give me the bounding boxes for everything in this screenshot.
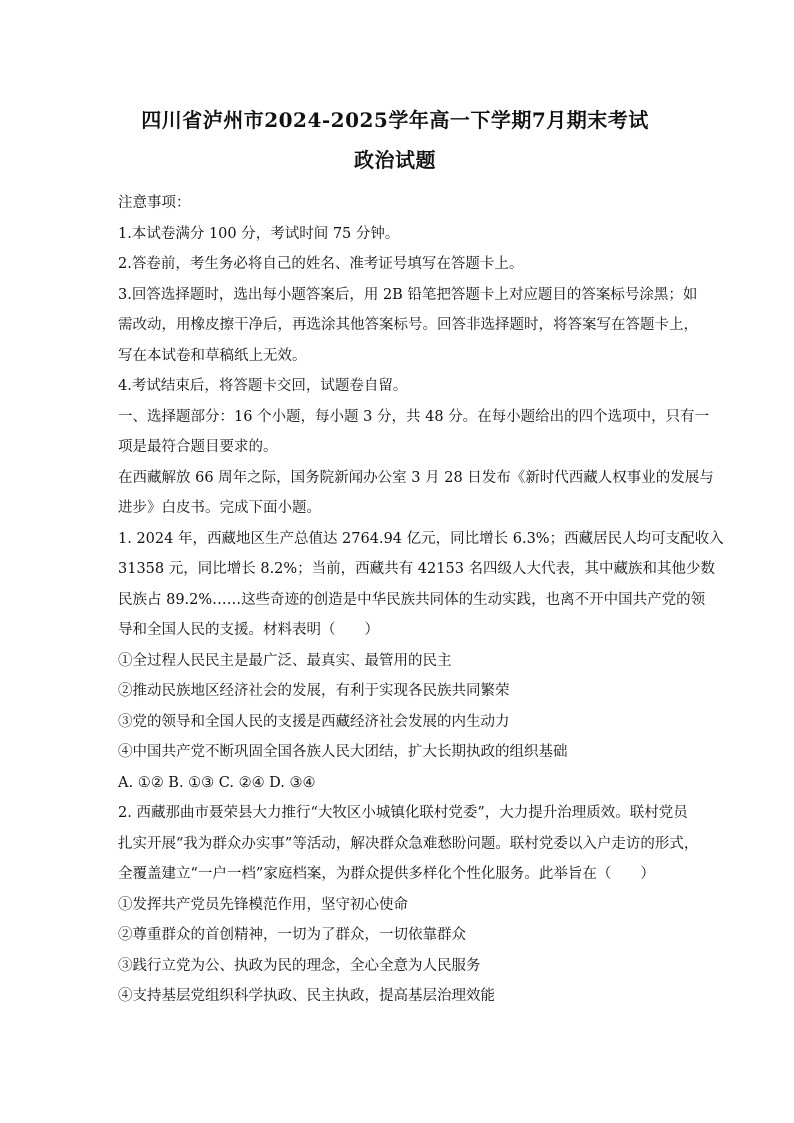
exam-page xyxy=(118,100,724,1012)
material-intro: 在西藏解放 66 周年之际，国务院新闻办公室 3 月 28 日发布《新时代西藏人权事业的发展与 xyxy=(118,469,714,486)
question-2-stem: 扎实开展“我为群众办实事”等活动，解决群众急难愁盼问题。联村党委以入户走访的形式， xyxy=(118,835,699,852)
question-2-item: ④支持基层党组织科学执政、民主执政，提高基层治理效能 xyxy=(118,988,495,1004)
question-1-item: ④中国共产党不断巩固全国各族人民大团结，扩大长期执政的组织基础 xyxy=(118,744,568,760)
question-1-item: ③党的领导和全国人民的支援是西藏经济社会发展的内生动力 xyxy=(118,713,510,730)
notice-line: 1.本试卷满分 100 分，考试时间 75 分钟。 xyxy=(118,225,400,242)
question-1-stem: 民族占 89.2%……这些奇迹的创造是中华民族共同体的生动实践，也离不开中国共产党的领 xyxy=(118,591,706,608)
section-instruction: 一、选择题部分：16 个小题，每小题 3 分，共 48 分。在每小题给出的四个选项中，只有一 xyxy=(118,408,710,425)
question-1-stem: 31358 元，同比增长 8.2%；当前，西藏共有 42153 名四级人大代表，其中藏族和其他少数 xyxy=(118,561,716,577)
question-2-item: ①发挥共产党员先锋模范作用，坚守初心使命 xyxy=(118,896,408,913)
question-2-item: ②尊重群众的首创精神，一切为了群众，一切依靠群众 xyxy=(118,927,466,943)
question-1-options: A. ①② B. ①③ C. ②④ D. ③④ xyxy=(118,774,316,791)
question-2-stem: 2. 西藏那曲市聂荣县大力推行“大牧区小城镇化联村党委”，大力提升治理质效。联村党员 xyxy=(118,805,688,821)
question-1-item: ②推动民族地区经济社会的发展，有利于实现各民族共同繁荣 xyxy=(118,683,510,699)
page-subtitle: 政治试题 xyxy=(354,148,436,172)
question-1-item: ①全过程人民民主是最广泛、最真实、最管用的民主 xyxy=(118,652,452,669)
notice-line: 4.考试结束后，将答题卡交回，试题卷自留。 xyxy=(118,378,408,394)
notice-heading: 注意事项： xyxy=(118,195,191,211)
question-1-stem: 导和全国人民的支援。材料表明（ ） xyxy=(118,622,379,638)
question-2-stem: 全覆盖建立“一户一档”家庭档案，为群众提供多样化个性化服务。此举旨在（ ） xyxy=(118,866,655,882)
notice-line: 需改动，用橡皮擦干净后，再选涂其他答案标号。回答非选择题时，将答案写在答题卡上， xyxy=(118,317,698,333)
page-title: 四川省泸州市2024-2025学年高一下学期7月期末考试 xyxy=(141,108,649,132)
material-intro: 进步》白皮书。完成下面小题。 xyxy=(118,500,321,516)
section-instruction: 项是最符合题目要求的。 xyxy=(118,439,278,455)
notice-line: 2.答卷前，考生务必将自己的姓名、准考证号填写在答题卡上。 xyxy=(118,256,524,272)
question-2-item: ③践行立党为公、执政为民的理念，全心全意为人民服务 xyxy=(118,957,481,974)
notice-line: 写在本试卷和草稿纸上无效。 xyxy=(118,347,307,364)
question-1-stem: 1. 2024 年，西藏地区生产总值达 2764.94 亿元，同比增长 6.3%；西藏居民人均可支配收入 xyxy=(118,530,724,547)
notice-line: 3.回答选择题时，选出每小题答案后，用 2B 铅笔把答题卡上对应题目的答案标号涂黑；如 xyxy=(118,286,698,303)
